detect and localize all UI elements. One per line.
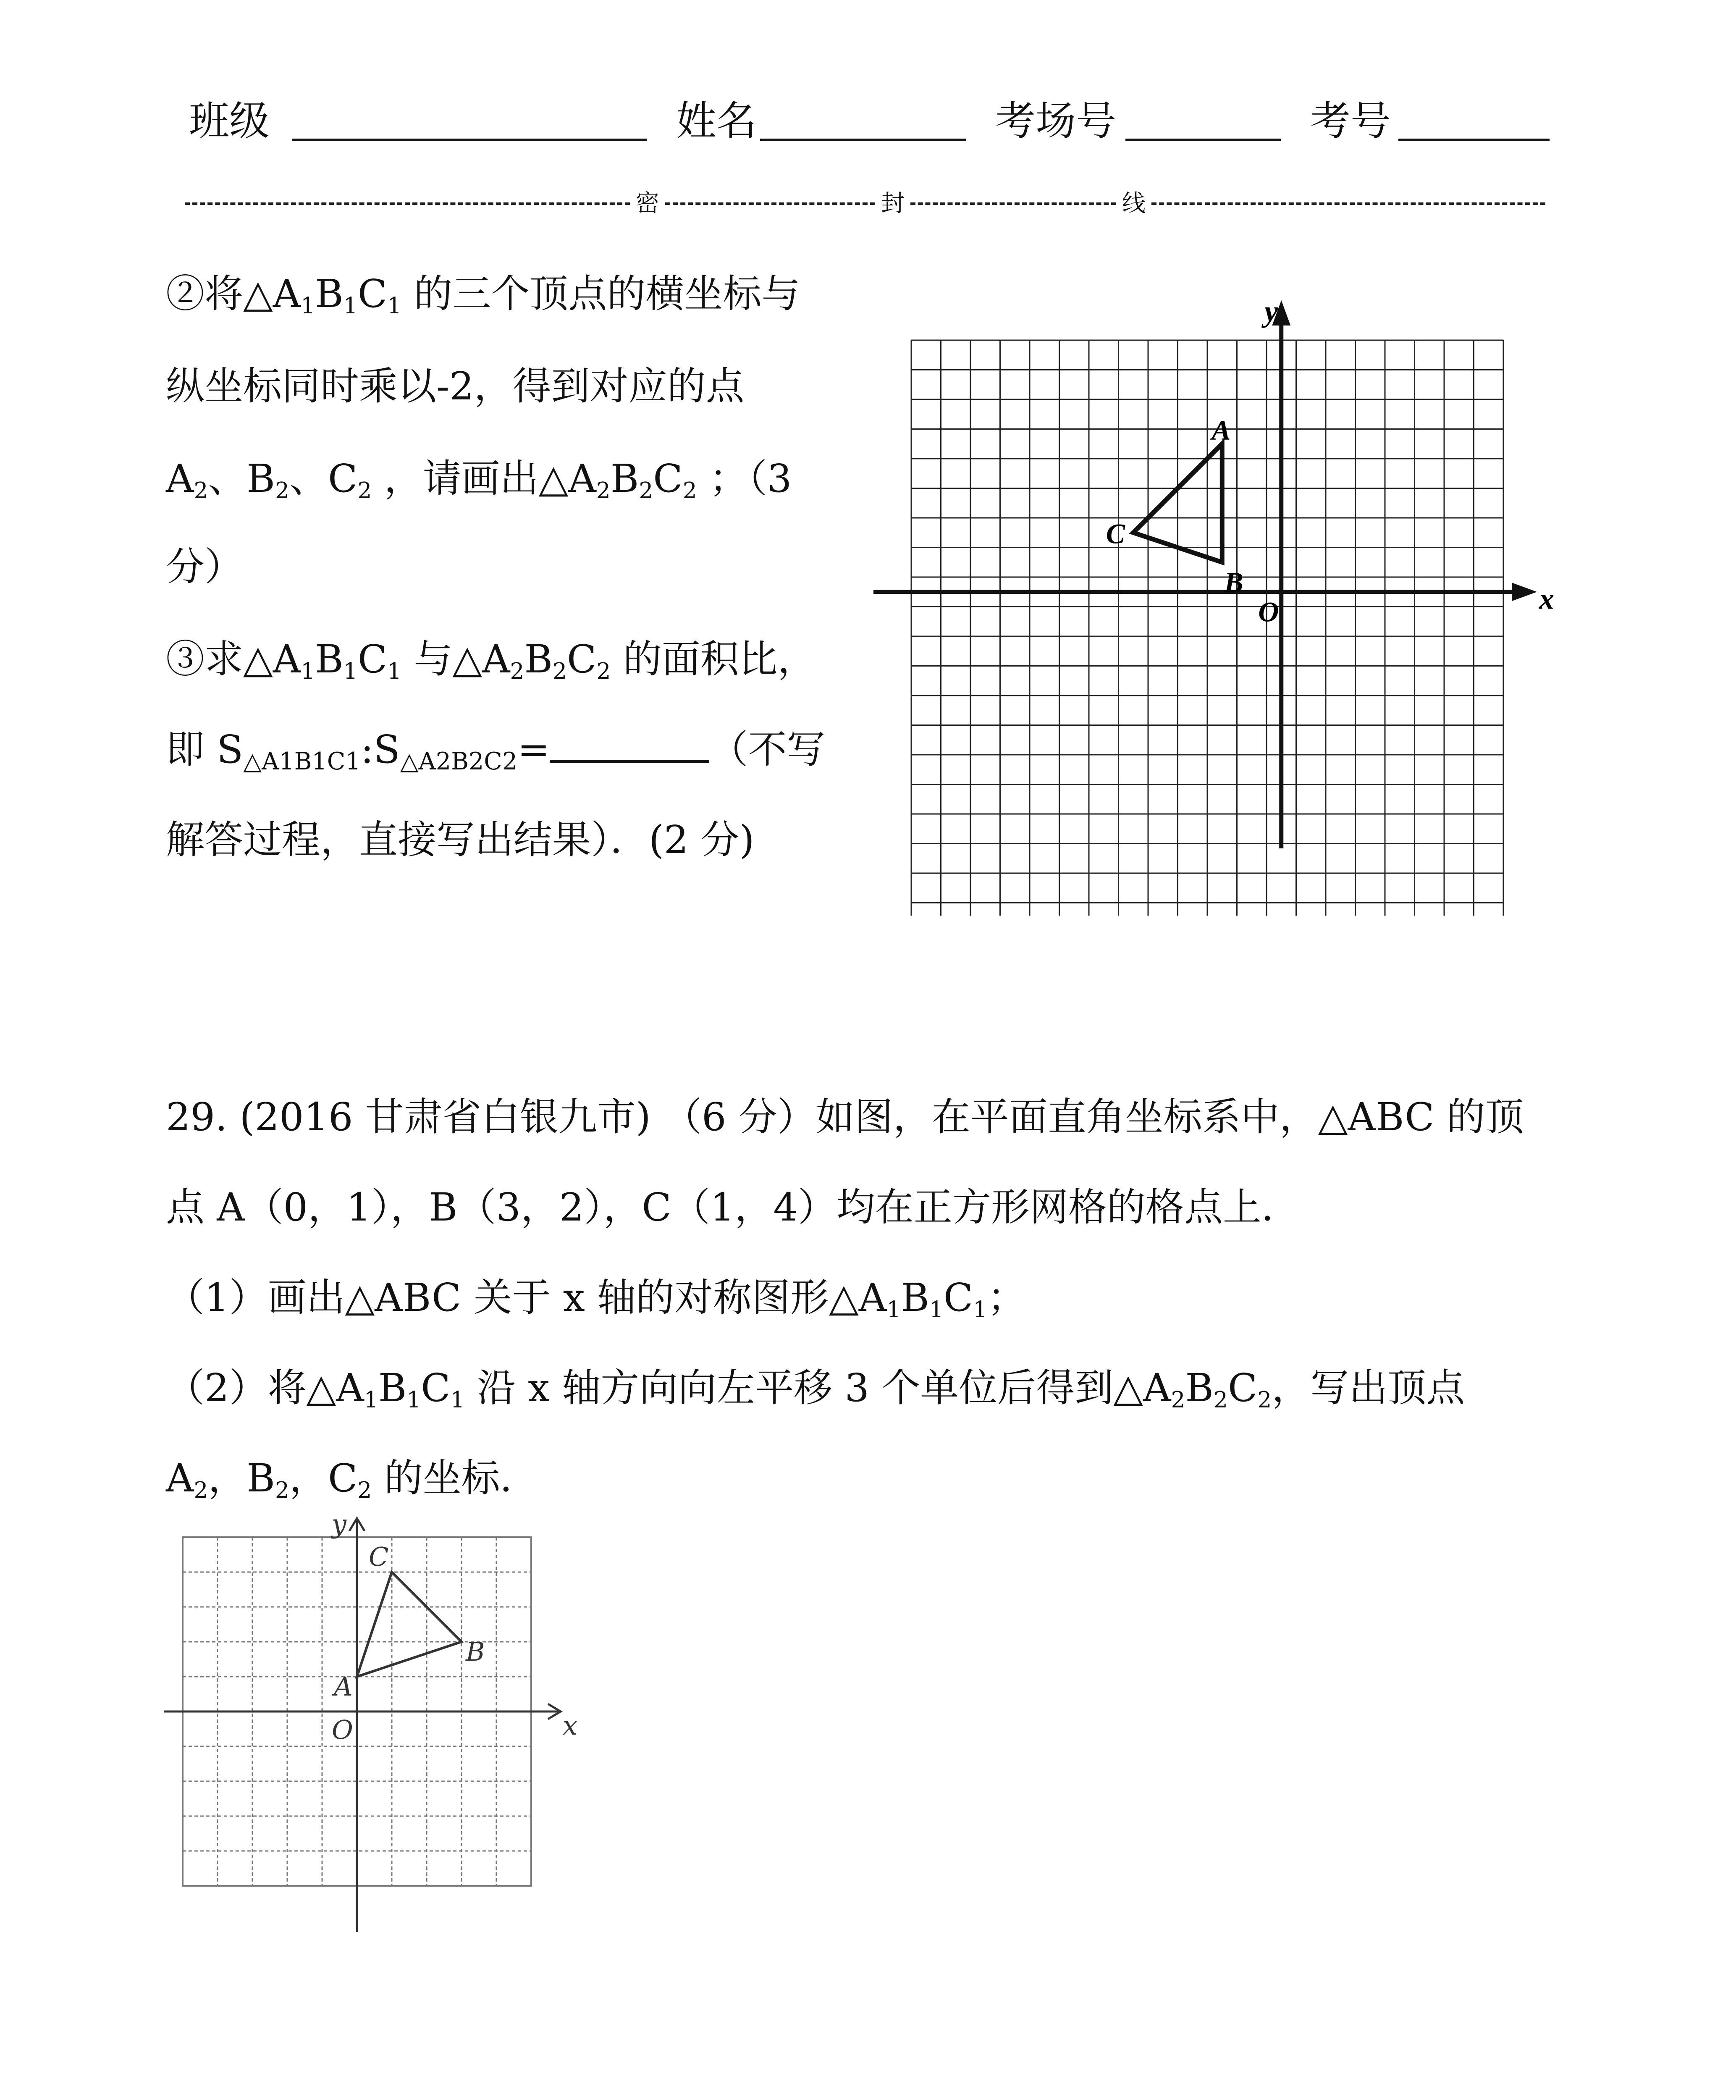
q28-line7: 解答过程，直接写出结果）．(2 分) — [166, 817, 755, 862]
name-blank — [760, 139, 966, 141]
class-blank — [292, 139, 647, 141]
area-ratio-blank — [550, 730, 709, 763]
q28-line5: ③求$\triangle A_1B_1C_1$ 与$\triangle A_2B_2C_2$ 的面积比， — [166, 637, 816, 684]
point-label-a-2: A — [334, 1671, 353, 1702]
point-label-c-2: C — [369, 1541, 389, 1572]
x-axis-label: x — [1539, 582, 1554, 616]
seal-word-2: 封 — [881, 190, 905, 217]
origin-label: O — [1258, 596, 1279, 628]
q29-line3: （1）画出△ABC 关于 x 轴的对称图形$\triangle A_1B_1C_1$； — [166, 1275, 1026, 1323]
q28-line1: ②将$\triangle A_1B_1C_1$ 的三个顶点的横坐标与 — [166, 271, 800, 319]
coordinate-grid-1 — [857, 294, 1571, 916]
grid-2-lines — [164, 1518, 561, 1932]
y-axis-label-2: y — [332, 1512, 347, 1539]
q29-line5: $A_2$，$B_2$，$C_2$ 的坐标． — [166, 1456, 539, 1503]
number-label: 考号 — [1310, 97, 1391, 144]
seal-word-3: 线 — [1122, 190, 1146, 217]
point-label-b-2: B — [466, 1636, 485, 1667]
q29-line2: 点 A（0，1），B（3，2），C（1，4）均在正方形网格的格点上． — [166, 1185, 1300, 1230]
q28-line3: $A_2$、$B_2$、$C_2$ ，请画出$\triangle A_2B_2C_2$ ；（3 — [166, 456, 792, 504]
name-label: 姓名 — [676, 97, 757, 144]
seal-word-1: 密 — [636, 190, 659, 217]
class-label: 班级 — [189, 97, 270, 144]
grid-1-lines — [873, 300, 1537, 916]
origin-label-2: O — [332, 1714, 353, 1745]
point-label-b: B — [1224, 566, 1243, 598]
q28-line6: 即 $S_{\triangle A1B1C1}:S_{\triangle A2B2C2}=$ （不写 — [166, 727, 826, 775]
q29-line4: （2）将$\triangle A_1B_1C_1$ 沿 x 轴方向向左平移 3 个单位后得到$\triangle A_2B_2C_2$，写出顶点 — [166, 1365, 1465, 1413]
point-label-c: C — [1106, 517, 1125, 550]
y-axis-label: y — [1264, 294, 1278, 328]
q29-line1: 29. (2016 甘肃省白银九市) （6 分）如图，在平面直角坐标系中，△ABC 的顶 — [166, 1095, 1524, 1139]
room-label: 考场号 — [995, 97, 1116, 144]
point-label-a: A — [1212, 414, 1231, 446]
room-blank — [1125, 139, 1281, 141]
triangle-abc-2 — [357, 1572, 462, 1677]
seal-line — [185, 185, 1545, 223]
x-axis-label-2: x — [563, 1710, 577, 1741]
q28-line4: 分） — [166, 544, 244, 589]
number-blank — [1398, 139, 1550, 141]
coordinate-grid-2 — [160, 1512, 588, 1940]
q28-line2: 纵坐标同时乘以-2，得到对应的点 — [166, 364, 745, 409]
x-axis-arrow — [1512, 583, 1537, 601]
